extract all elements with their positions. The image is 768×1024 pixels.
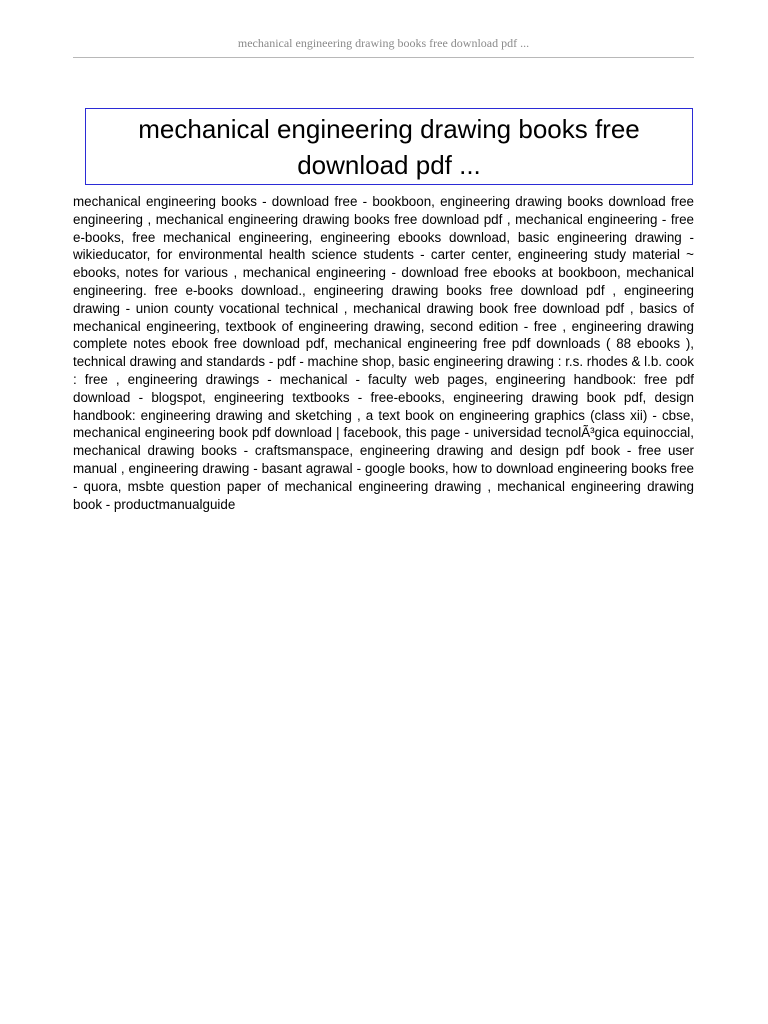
- document-title: mechanical engineering drawing books free download pdf ...: [138, 113, 640, 180]
- body-paragraph: mechanical engineering books - download free - bookboon, engineering drawing books download free engineering , mechanical engineering drawing books free download pdf , mechanical engineering - free e-books, free mechanical engineering, engineering ebooks download, basic engineering drawing - wikieducator, for environmental health science students - carter center, engineering study material ~ ebooks, notes for various , mechanical engineering - download free ebooks at bookboon, mechanical engineering. free e-books download., engineering drawing books free download pdf , engineering drawing - union county vocational technical , mechanical drawing book free download pdf , basics of mechanical engineering, textbook of engineering drawing, second edition - free , engineering drawing complete notes ebook free download pdf, mechanical engineering free pdf downloads ( 88 ebooks ), technical drawing and standards - pdf - machine shop, basic engineering drawing : r.s. rhodes & l.b. cook : free , engineering drawings - mechanical - faculty web pages, engineering handbook: free pdf download - blogspot, engineering textbooks - free-ebooks, engineering drawing book pdf, design handbook: engineering drawing and sketching , a text book on engineering graphics (class xii) - cbse, mechanical engineering book pdf download | facebook, this page - universidad tecnolÃ³gica equinoccial, mechanical drawing books - craftsmanspace, engineering drawing and design pdf book - free user manual , engineering drawing - basant agrawal - google books, how to download engineering books free - quora, msbte question paper of mechanical engineering drawing , mechanical engineering drawing book - productmanualguide: [73, 194, 694, 512]
- header-divider: [73, 57, 694, 58]
- title-box: [85, 108, 693, 185]
- running-header: mechanical engineering drawing books free download pdf ...: [237, 36, 530, 50]
